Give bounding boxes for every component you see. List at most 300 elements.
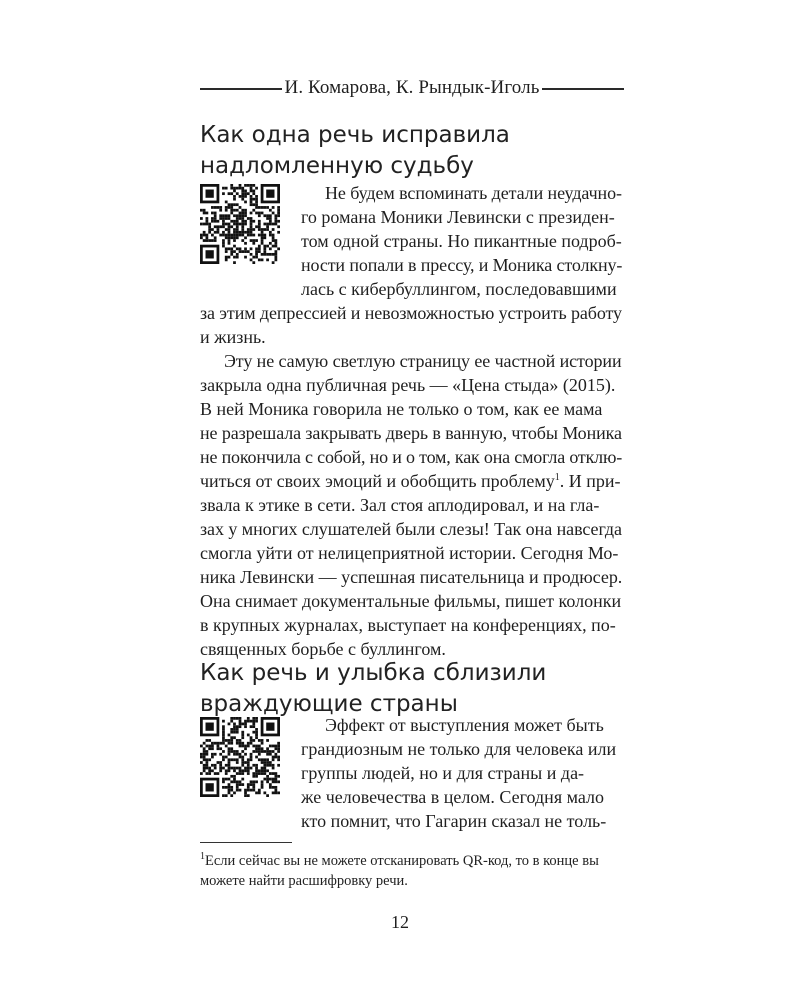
s1-p1-line: том одной страны. Но пикантные подроб- xyxy=(301,231,622,251)
qr-module xyxy=(225,764,228,767)
qr-module xyxy=(244,725,247,728)
qr-module xyxy=(203,750,206,753)
qr-module xyxy=(236,214,239,217)
qr-module xyxy=(250,258,253,261)
qr-module xyxy=(269,234,272,237)
qr-module xyxy=(219,767,222,770)
qr-module xyxy=(269,253,272,256)
qr-module xyxy=(230,780,233,783)
qr-module xyxy=(239,231,242,234)
qr-module xyxy=(263,769,266,772)
qr-module xyxy=(266,750,269,753)
qr-module xyxy=(230,736,233,739)
qr-module xyxy=(277,212,280,215)
qr-module xyxy=(217,220,220,223)
s2-p1-line: Эффект от выступления может быть xyxy=(325,715,604,735)
qr-module xyxy=(255,775,258,778)
qr-module xyxy=(228,750,231,753)
qr-module xyxy=(206,223,209,226)
qr-module xyxy=(200,236,203,239)
qr-module xyxy=(206,750,209,753)
qr-module xyxy=(203,756,206,759)
qr-module xyxy=(230,209,233,212)
qr-module xyxy=(255,791,258,794)
qr-module xyxy=(255,772,258,775)
qr-module xyxy=(200,756,203,759)
qr-module xyxy=(225,756,228,759)
qr-module xyxy=(236,203,239,206)
qr-module xyxy=(244,223,247,226)
qr-module xyxy=(203,747,206,750)
qr-module xyxy=(230,250,233,253)
qr-module xyxy=(236,758,239,761)
qr-module xyxy=(228,234,231,237)
qr-module xyxy=(266,747,269,750)
qr-module xyxy=(239,717,242,720)
qr-module xyxy=(258,750,261,753)
qr-module xyxy=(277,750,280,753)
qr-module xyxy=(214,225,217,228)
qr-module xyxy=(263,750,266,753)
qr-module xyxy=(252,256,255,259)
qr-module xyxy=(269,247,272,250)
qr-module xyxy=(208,739,211,742)
qr-module xyxy=(211,764,214,767)
qr-module xyxy=(225,247,228,250)
qr-module xyxy=(247,734,250,737)
qr-module xyxy=(244,214,247,217)
qr-module xyxy=(222,734,225,737)
qr-module xyxy=(244,256,247,259)
footnote-line xyxy=(200,851,622,871)
qr-module xyxy=(263,245,266,248)
qr-module xyxy=(214,764,217,767)
qr-module xyxy=(247,184,250,187)
qr-module xyxy=(214,753,217,756)
qr-module xyxy=(228,231,231,234)
qr-module xyxy=(217,231,220,234)
qr-module xyxy=(258,258,261,261)
qr-module xyxy=(255,720,258,723)
qr-module xyxy=(263,767,266,770)
qr-module xyxy=(252,720,255,723)
qr-module xyxy=(266,769,269,772)
qr-module xyxy=(239,234,242,237)
qr-module xyxy=(250,742,253,745)
qr-module xyxy=(203,231,206,234)
qr-module xyxy=(252,184,255,187)
qr-module xyxy=(208,745,211,748)
qr-module xyxy=(203,223,206,226)
qr-module xyxy=(252,772,255,775)
qr-module xyxy=(277,756,280,759)
qr-module xyxy=(258,745,261,748)
qr-module xyxy=(222,750,225,753)
qr-module xyxy=(219,206,222,209)
qr-module xyxy=(255,764,258,767)
qr-module xyxy=(236,220,239,223)
qr-module xyxy=(269,764,272,767)
section-1-heading-line: Как одна речь исправила xyxy=(200,122,510,148)
qr-module xyxy=(272,756,275,759)
qr-module xyxy=(255,780,258,783)
qr-module xyxy=(222,786,225,789)
qr-module xyxy=(263,761,266,764)
qr-module xyxy=(233,758,236,761)
qr-module xyxy=(239,195,242,198)
qr-module xyxy=(250,184,253,187)
qr-module xyxy=(277,747,280,750)
qr-module xyxy=(228,783,231,786)
qr-module xyxy=(258,247,261,250)
qr-module xyxy=(233,239,236,242)
qr-module xyxy=(241,769,244,772)
qr-module xyxy=(255,250,258,253)
qr-module xyxy=(230,236,233,239)
qr-module xyxy=(252,239,255,242)
qr-module xyxy=(230,717,233,720)
qr-module xyxy=(247,769,250,772)
qr-module xyxy=(244,201,247,204)
qr-module xyxy=(266,780,269,783)
qr-module xyxy=(222,720,225,723)
qr-module xyxy=(277,206,280,209)
qr-module xyxy=(258,758,261,761)
qr-module xyxy=(222,778,225,781)
qr-module xyxy=(228,758,231,761)
qr-module xyxy=(219,761,222,764)
qr-module xyxy=(241,228,244,231)
qr-module xyxy=(277,209,280,212)
qr-module xyxy=(255,201,258,204)
qr-module xyxy=(272,253,275,256)
qr-module xyxy=(236,253,239,256)
qr-module xyxy=(241,198,244,201)
qr-module xyxy=(225,778,228,781)
qr-module xyxy=(225,786,228,789)
qr-module xyxy=(228,789,231,792)
qr-module xyxy=(258,772,261,775)
qr-module xyxy=(255,203,258,206)
qr-module xyxy=(252,190,255,193)
qr-module xyxy=(228,217,231,220)
qr-module xyxy=(228,742,231,745)
qr-module xyxy=(266,758,269,761)
qr-module xyxy=(219,225,222,228)
qr-module xyxy=(228,761,231,764)
qr-module xyxy=(222,725,225,728)
s2-p1-line: кто помнит, что Гагарин сказал не толь- xyxy=(301,811,607,831)
qr-module xyxy=(274,756,277,759)
qr-module xyxy=(233,223,236,226)
qr-module xyxy=(274,242,277,245)
qr-module xyxy=(252,234,255,237)
qr-module xyxy=(236,772,239,775)
qr-module xyxy=(211,212,214,215)
qr-module xyxy=(225,739,228,742)
qr-module xyxy=(250,789,253,792)
qr-module xyxy=(241,761,244,764)
qr-module xyxy=(250,720,253,723)
qr-module xyxy=(230,747,233,750)
qr-module xyxy=(266,245,269,248)
qr-module xyxy=(222,731,225,734)
qr-module xyxy=(228,764,231,767)
qr-module xyxy=(250,203,253,206)
qr-module xyxy=(263,772,266,775)
qr-module xyxy=(203,239,206,242)
qr-module xyxy=(225,772,228,775)
qr-module xyxy=(239,184,242,187)
qr-module xyxy=(250,758,253,761)
qr-module xyxy=(250,190,253,193)
qr-module xyxy=(255,734,258,737)
qr-module xyxy=(277,780,280,783)
s2-p1-line: грандиозным не только для человека или xyxy=(301,739,617,759)
qr-module xyxy=(222,728,225,731)
qr-module xyxy=(206,764,209,767)
qr-module xyxy=(230,212,233,215)
qr-module xyxy=(241,195,244,198)
qr-module xyxy=(236,209,239,212)
qr-module xyxy=(261,212,264,215)
qr-module xyxy=(222,758,225,761)
qr-module xyxy=(258,212,261,215)
qr-module xyxy=(250,753,253,756)
qr-module xyxy=(269,761,272,764)
qr-module xyxy=(214,767,217,770)
qr-module xyxy=(252,725,255,728)
qr-module xyxy=(214,772,217,775)
qr-module xyxy=(261,206,264,209)
qr-module xyxy=(263,214,266,217)
qr-module xyxy=(269,217,272,220)
qr-module xyxy=(244,247,247,250)
qr-module xyxy=(261,761,264,764)
qr-module xyxy=(203,758,206,761)
qr-module xyxy=(241,756,244,759)
qr-module xyxy=(233,187,236,190)
qr-module xyxy=(219,764,222,767)
qr-module xyxy=(208,228,211,231)
qr-module xyxy=(247,783,250,786)
qr-module xyxy=(261,767,264,770)
qr-module xyxy=(261,231,264,234)
qr-module xyxy=(230,184,233,187)
s1-p1-line: Не будем вспоминать детали неудачно- xyxy=(325,183,622,203)
qr-module xyxy=(258,245,261,248)
qr-module xyxy=(274,239,277,242)
qr-module xyxy=(208,767,211,770)
qr-module xyxy=(258,214,261,217)
qr-module xyxy=(239,206,242,209)
qr-module xyxy=(266,739,269,742)
s1-p2-line: ника Левински — успешная писательница и продюсер. xyxy=(200,567,623,587)
qr-module xyxy=(222,223,225,226)
qr-module xyxy=(266,753,269,756)
qr-module xyxy=(244,769,247,772)
qr-module xyxy=(247,758,250,761)
qr-module xyxy=(239,247,242,250)
qr-module xyxy=(239,187,242,190)
qr-module xyxy=(250,725,253,728)
qr-module xyxy=(222,214,225,217)
qr-module xyxy=(236,739,239,742)
qr-module xyxy=(208,772,211,775)
qr-module xyxy=(233,228,236,231)
qr-module xyxy=(203,209,206,212)
qr-module xyxy=(266,258,269,261)
qr-module xyxy=(274,786,277,789)
qr-module xyxy=(228,786,231,789)
qr-module xyxy=(258,789,261,792)
s1-p2-line: в крупных журналах, выступает на конференциях, по- xyxy=(200,615,616,635)
qr-module xyxy=(250,201,253,204)
qr-module xyxy=(230,247,233,250)
qr-module xyxy=(219,234,222,237)
qr-module xyxy=(261,234,264,237)
qr-module xyxy=(236,717,239,720)
qr-module xyxy=(277,247,280,250)
qr-module xyxy=(236,780,239,783)
qr-module xyxy=(222,794,225,797)
qr-module xyxy=(233,731,236,734)
qr-module xyxy=(217,228,220,231)
qr-module xyxy=(228,192,231,195)
qr-module xyxy=(230,187,233,190)
qr-module xyxy=(217,761,220,764)
qr-module xyxy=(244,747,247,750)
qr-module xyxy=(222,192,225,195)
qr-module xyxy=(247,217,250,220)
qr-module xyxy=(258,250,261,253)
qr-module xyxy=(250,736,253,739)
qr-module xyxy=(250,239,253,242)
qr-module xyxy=(228,739,231,742)
qr-module xyxy=(269,220,272,223)
qr-module xyxy=(272,764,275,767)
qr-module xyxy=(214,236,217,239)
qr-module xyxy=(274,258,277,261)
qr-module xyxy=(241,742,244,745)
qr-module xyxy=(211,239,214,242)
qr-module xyxy=(252,228,255,231)
qr-module xyxy=(263,758,266,761)
qr-module xyxy=(272,261,275,264)
qr-module xyxy=(261,742,264,745)
qr-module xyxy=(228,256,231,259)
qr-module xyxy=(255,198,258,201)
qr-module xyxy=(277,742,280,745)
qr-module xyxy=(252,731,255,734)
qr-module xyxy=(236,731,239,734)
qr-module xyxy=(206,234,209,237)
qr-code-2[interactable] xyxy=(200,717,280,797)
qr-module xyxy=(274,217,277,220)
qr-module xyxy=(236,789,239,792)
qr-module xyxy=(241,234,244,237)
qr-module xyxy=(228,734,231,737)
qr-module xyxy=(272,745,275,748)
qr-module xyxy=(274,223,277,226)
qr-module xyxy=(244,195,247,198)
qr-module xyxy=(233,195,236,198)
qr-module xyxy=(261,783,264,786)
qr-module xyxy=(252,209,255,212)
qr-module xyxy=(277,214,280,217)
qr-module xyxy=(200,745,203,748)
qr-module xyxy=(225,223,228,226)
qr-module xyxy=(225,209,228,212)
qr-module xyxy=(258,739,261,742)
qr-module xyxy=(244,794,247,797)
qr-module xyxy=(233,780,236,783)
qr-module xyxy=(255,767,258,770)
qr-module xyxy=(239,767,242,770)
qr-module xyxy=(200,753,203,756)
qr-module xyxy=(222,756,225,759)
qr-code-1[interactable] xyxy=(200,184,280,264)
qr-module xyxy=(200,234,203,237)
qr-module xyxy=(230,758,233,761)
qr-module xyxy=(266,223,269,226)
qr-module xyxy=(233,261,236,264)
qr-module xyxy=(272,786,275,789)
s1-p2-text: читься от своих эмоций и обобщить проблему xyxy=(200,471,555,491)
qr-module xyxy=(263,223,266,226)
qr-module xyxy=(272,778,275,781)
qr-module xyxy=(228,247,231,250)
qr-module xyxy=(263,764,266,767)
qr-module xyxy=(233,231,236,234)
qr-module xyxy=(222,187,225,190)
qr-module xyxy=(261,750,264,753)
section-2-heading xyxy=(200,658,630,720)
qr-module xyxy=(269,231,272,234)
s1-p2-line: не разрешала закрывать дверь в ванную, чтобы Моника xyxy=(200,423,622,443)
qr-module xyxy=(261,758,264,761)
qr-module xyxy=(222,231,225,234)
qr-module xyxy=(266,253,269,256)
qr-module xyxy=(233,791,236,794)
qr-module xyxy=(272,212,275,215)
qr-module xyxy=(239,250,242,253)
s1-p2-line: звала к этике в сети. Зал стоя аплодировал, и на гла- xyxy=(200,495,600,515)
qr-module xyxy=(244,723,247,726)
qr-module xyxy=(228,769,231,772)
qr-module xyxy=(230,225,233,228)
page-number: 12 xyxy=(391,912,409,932)
qr-module xyxy=(244,192,247,195)
qr-module xyxy=(255,717,258,720)
qr-module xyxy=(255,750,258,753)
qr-module xyxy=(250,780,253,783)
qr-module xyxy=(247,228,250,231)
footnote-ref[interactable]: 1 xyxy=(554,472,560,483)
qr-module xyxy=(222,225,225,228)
qr-module xyxy=(203,742,206,745)
qr-module xyxy=(211,753,214,756)
qr-module xyxy=(228,242,231,245)
qr-module xyxy=(241,783,244,786)
qr-module xyxy=(206,723,214,731)
qr-module xyxy=(261,780,264,783)
qr-module xyxy=(261,747,264,750)
qr-module xyxy=(228,778,231,781)
qr-module xyxy=(230,728,233,731)
qr-module xyxy=(263,778,266,781)
qr-module xyxy=(233,736,236,739)
